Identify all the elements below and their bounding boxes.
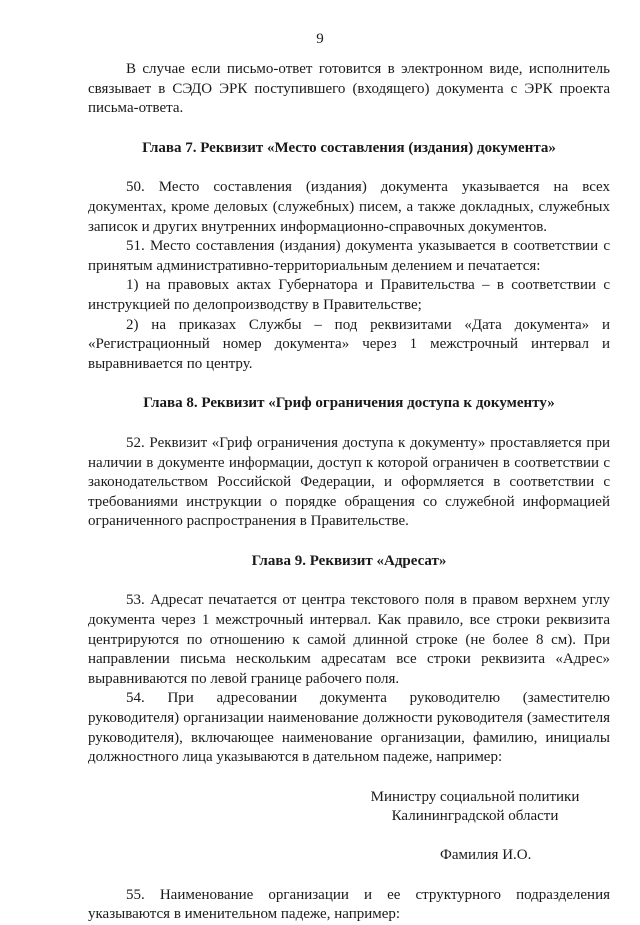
paragraph-55: 55. Наименование организации и ее структурного подразделения указываются в именительном падеже, например: bbox=[88, 886, 610, 923]
page-number: 9 bbox=[316, 31, 324, 47]
page-content bbox=[88, 60, 610, 925]
addressee-line-1: Министру социальной политики bbox=[370, 788, 580, 805]
addressee-line-2: Калининградской области bbox=[391, 808, 559, 825]
chapter-8-heading: Глава 8. Реквизит «Гриф ограничения доступа к документу» bbox=[143, 395, 555, 412]
paragraph-52: 52. Реквизит «Гриф ограничения доступа к документу» проставляется при наличии в документе информации, доступ к которой ограничен в соответствии с законодательством Российской Федерации, и оформляется в соответствии с требованиями инструкции о порядке обращения со служебной информацией ограниченного распространения в Правительстве. bbox=[88, 434, 610, 530]
chapter-9-heading: Глава 9. Реквизит «Адресат» bbox=[251, 552, 447, 569]
paragraph-54: 54. При адресовании документа руководителю (заместителю руководителя) организации наименование должности руководителя (заместителя руководителя), включающее наименование организации, фамилию, инициалы должностного лица указываются в дательном падеже, например: bbox=[88, 690, 610, 766]
addressee-example bbox=[88, 788, 610, 866]
paragraph-50: 50. Место составления (издания) документа указывается на всех документах, кроме деловых (служебных) писем, а также докладных, служебных записок и других внутренних информационно-справочных документов. bbox=[88, 179, 610, 235]
paragraph-51-item-2: 2) на приказах Службы – под реквизитами «Дата документа» и «Регистрационный номер документа» через 1 межстрочный интервал и выравнивается по центру. bbox=[88, 316, 610, 372]
intro-paragraph: В случае если письмо-ответ готовится в электронном виде, исполнитель связывает в СЭДО ЭРК поступившего (входящего) документа с ЭРК проекта письма-ответа. bbox=[88, 61, 610, 117]
paragraph-53: 53. Адресат печатается от центра текстового поля в правом верхнем углу документа через 1 межстрочный интервал. Как правило, все строки реквизита центрируются по отношению к самой длинной строке (не более 8 см). При направлении письма нескольким адресатам все строки реквизита «Адрес» выравниваются по левой границе рабочего поля. bbox=[88, 592, 610, 687]
paragraph-51-item-1: 1) на правовых актах Губернатора и Правительства – в соответствии с инструкцией по делопроизводству в Правительстве; bbox=[88, 277, 610, 313]
paragraph-51: 51. Место составления (издания) документа указывается в соответствии с принятым административно-территориальным делением и печатается: bbox=[88, 238, 610, 274]
addressee-name: Фамилия И.О. bbox=[440, 847, 532, 863]
chapter-7-heading: Глава 7. Реквизит «Место составления (издания) документа» bbox=[142, 139, 556, 156]
